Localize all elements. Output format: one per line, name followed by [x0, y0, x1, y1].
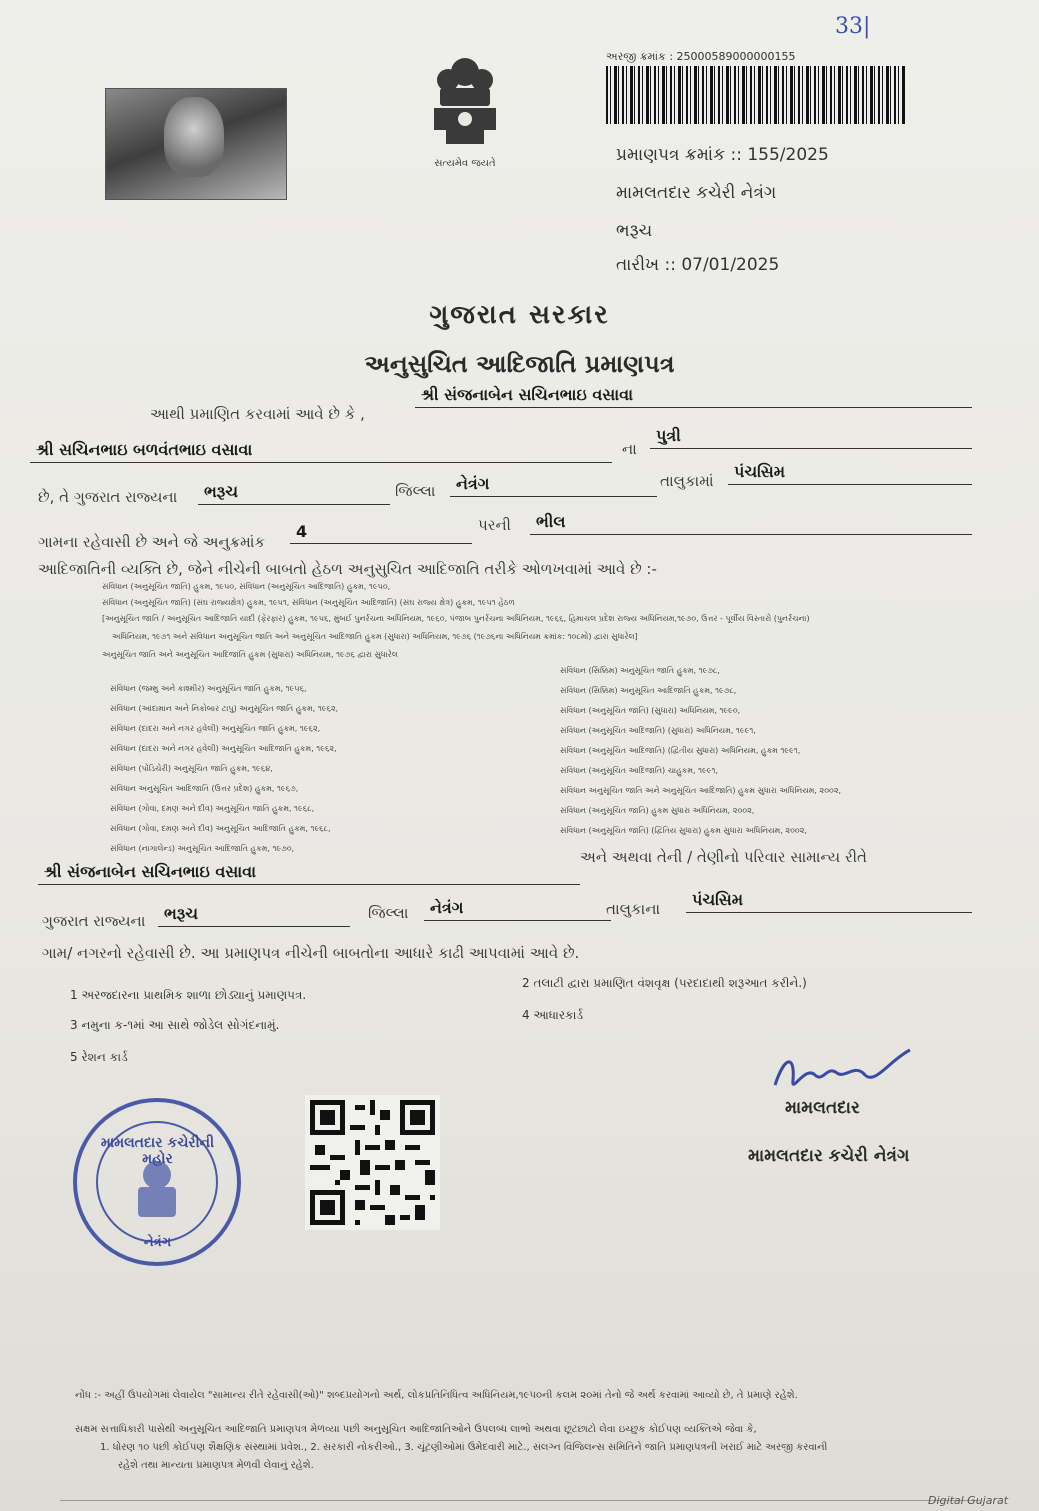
- signature-icon: [765, 1045, 915, 1105]
- order-item: સંવિધાન (અનુસૂચિત આદિજાતિ) (દ્વિતીય સુધારા) અધિનિયમ, હુકમ ૧૯૯૧,: [560, 746, 801, 755]
- village-value-2: પંચસિમ: [686, 890, 972, 913]
- order-line: અનુસૂચિત જાતિ અને અનુસૂચિત આદિજાતિ હુકમ (સુધારા) અધિનિયમ, ૧૯૭૬ દ્વારા સુધારેલ: [102, 650, 398, 659]
- tribe-name: ભીલ: [530, 512, 972, 535]
- certify-label: આથી પ્રમાણિત કરવામાં આવે છે કે ,: [150, 405, 365, 423]
- taluka-label: તાલુકામાં: [660, 472, 714, 490]
- order-item: સંવિધાન (આંદામાન અને નિકોબાર ટાપુ) અનુસૂચિત જાતિ હુકમ, ૧૯૬૨,: [110, 704, 339, 713]
- qr-code-icon: [305, 1095, 440, 1230]
- application-number: અરજી ક્રમાંક : 25000589000000155: [606, 50, 796, 63]
- of-label: ના: [622, 440, 637, 458]
- document-item: 2 તલાટી દ્વારા પ્રમાણિત વંશવૃક્ષ (પરદાદાથી શરૂઆત કરીને.): [522, 976, 807, 990]
- document-item: 5 રેશન કાર્ડ: [70, 1050, 128, 1064]
- district-label: જિલ્લા: [395, 482, 436, 500]
- order-item: સંવિધાન (પોંડિચેરી) અનુસૂચિત જાતિ હુકમ, ૧૯૬૪,: [110, 764, 273, 773]
- issuing-district: ભરૂચ: [616, 221, 653, 241]
- order-item: સંવિધાન (જમ્મુ અને કાશ્મીર) અનુસૂચિત જાતિ હુકમ, ૧૯૫૬,: [110, 684, 307, 693]
- order-item: સંવિધાન (અનુસૂચિત આદિજાતિ) (સુધારા) અધિનિયમ, ૧૯૯૧,: [560, 726, 756, 735]
- emblem-motto: સત્યમેવ જયતે: [434, 158, 496, 169]
- order-item: સંવિધાન (અનુસૂચિત જાતિ) (દ્વિતિય સુધારા) હુકમ સુધારા અધિનિયમ, ૨૦૦૨,: [560, 826, 807, 835]
- basis-statement: ગામ/ નગરનો રહેવાસી છે. આ પ્રમાણપત્ર નીચેની બાબતોના આધારે કાઢી આપવામાં આવે છે.: [42, 944, 580, 962]
- order-item: સંવિધાન (દાદરા અને નગર હવેલી) અનુસૂચિત આદિજાતિ હુકમ, ૧૯૬૨,: [110, 744, 337, 753]
- office-seal: [70, 1095, 245, 1270]
- order-item: સંવિધાન (દાદરા અને નગર હવેલી) અનુસૂચિત જાતિ હુકમ, ૧૯૬૨,: [110, 724, 321, 733]
- document-subtitle: અનુસુચિત આદિજાતિ પ્રમાણપત્ર: [364, 350, 675, 378]
- signatory-title: મામલતદાર: [785, 1098, 860, 1118]
- order-line: સંવિધાન (અનુસૂચિત જાતિ) (સંઘ રાજ્યક્ષેત્ર) હુકમ, ૧૯૫૧, સંવિધાન (અનુસૂચિત આદિજાતિ) (સંઘ રાજ્ય ક્ષેત્ર) હુકમ, ૧૯૫૧ હેઠળ: [102, 598, 515, 607]
- order-line: અધિનિયમ, ૧૯૭૧ અને સંવિધાન અનુસૂચિત જાતિ અને અનુસૂચિત આદિજાતિ હુકમ (સુધારા) અધિનિયમ, ૧૯૭૬ (૧૯૭૬ના અધિનિયમ ક્રમાંક: ૧૦૮મો) દ્વારા સુધારેલ]: [112, 632, 638, 641]
- order-item: સંવિધાન (ગોવા, દમણ અને દીવ) અનુસૂચિત આદિજાતિ હુકમ, ૧૯૬૮,: [110, 824, 331, 833]
- note-line: સક્ષમ સત્તાધિકારી પાસેથી અનુસૂચિત આદિજાતિ પ્રમાણપત્ર મેળવ્યા પછી અનુસૂચિત આદિજાતિઓને ઉપલબ્ધ લાભો અથવા છૂટછાટો લેવા ઇચ્છુક કોઈપણ વ્યક્તિએ જેવા કે,: [75, 1424, 757, 1435]
- issuing-office: મામલતદાર કચેરી નેત્રંગ: [616, 183, 777, 203]
- issue-date: તારીખ :: 07/01/2025: [616, 255, 780, 275]
- taluka-label-2: તાલુકાના: [606, 900, 661, 918]
- order-item: સંવિધાન (સિક્કિમ) અનુસૂચિત આદિજાતિ હુકમ, ૧૯૭૮,: [560, 686, 737, 695]
- footer-rule: [60, 1500, 980, 1501]
- orders-right-column: [560, 666, 841, 846]
- order-item: સંવિધાન (અનુસૂચિત આદિજાતિ) ચાહુકમ, ૧૯૯૧,: [560, 766, 718, 775]
- orders-left-column: [110, 684, 338, 864]
- seal-place: નેત્રંગ: [143, 1235, 172, 1250]
- order-line: સંવિધાન (અનુસૂચિત જાતિ) હુકમ, ૧૯૫૦, સંવિધાન (અનુસૂચિત આદિજાતિ) હુકમ, ૧૯૫૦,: [102, 582, 391, 591]
- certificate-number: પ્રમાણપત્ર ક્રમાંક :: 155/2025: [616, 145, 829, 165]
- taluka-district-value-2: નેત્રંગ: [424, 898, 611, 921]
- seal-text: મામલતદાર કચેરીની મહોર: [100, 1135, 215, 1167]
- applicant-photo: [105, 88, 287, 200]
- document-item: 4 આધારકાર્ડ: [522, 1008, 584, 1022]
- document-item: 1 અરજદારના પ્રાથમિક શાળા છોડ્યાનું પ્રમાણપત્ર.: [70, 988, 307, 1002]
- order-line: [અનુસૂચિત જાતિ / અનુસૂચિત આદિજાતિ યાદી (ફેરફાર) હુકમ, ૧૯૫૬, મુંબઈ પુનર્રચના અધિનિયમ, ૧૯૬૦, પંજાબ પુનર્રચના અધિનિયમ, ૧૯૬૬, હિમાચલ પ્રદેશ રાજ્ય અધિનિયમ,૧૯૭૦, ઉત્તર - પૂર્વીય વિસ્તારો (પુનર્રચના): [102, 614, 810, 623]
- order-item: સંવિધાન (અનુસૂચિત જાતિ) હુકમ સુધારા અધિનિયમ, ૨૦૦૨,: [560, 806, 755, 815]
- state-label: છે, તે ગુજરાત રાજ્યના: [38, 488, 178, 506]
- order-item: સંવિધાન (અનુસૂચિત જાતિ) (સુધારા) અધિનિયમ, ૧૯૯૦,: [560, 706, 741, 715]
- document-item: 3 નમુના ક-૧માં આ સાથે જોડેલ સોગંદનામું.: [70, 1018, 280, 1032]
- order-item: સંવિધાન (ગોવા, દમણ અને દીવ) અનુસૂચિત જાતિ હુકમ, ૧૯૬૮,: [110, 804, 315, 813]
- resident-label: ગામના રહેવાસી છે અને જે અનુક્રમાંક: [38, 533, 266, 551]
- signatory-office: મામલતદાર કચેરી નેત્રંગ: [748, 1146, 910, 1166]
- order-item: સંવિધાન અનુસૂચિત જાતિ અને અનુસૂચિત આદિજાતિ) હુકમ સુધારા અધિનિયમ, ૨૦૦૨,: [560, 786, 842, 795]
- applicant-name-repeat: શ્રી સંજનાબેન સચિનભાઇ વસાવા: [38, 862, 580, 885]
- barcode: [606, 66, 906, 124]
- note-line: 1. ધોરણ ૧૦ પછી કોઈપણ શૈક્ષણિક સંસ્થામાં પ્રવેશ., 2. સરકારી નોકરીઓ., 3. ચૂંટણીઓમાં ઉમેદવારી માટે., સંલગ્ન વિજિલન્સ સમિતિને જાતિ પ્રમાણપત્રની ખરાઈ માટે અરજી કરવાની: [100, 1442, 828, 1453]
- district-label-2: જિલ્લા: [368, 904, 409, 922]
- order-item: સંવિધાન (સિક્કિમ) અનુસૂચિત જાતિ હુકમ, ૧૯૭૮,: [560, 666, 720, 675]
- footer-brand: Digital Gujarat: [928, 1494, 1009, 1507]
- serial-number: 4: [290, 522, 472, 544]
- relation: પુત્રી: [650, 426, 972, 449]
- parent-name: શ્રી સચિનભાઇ બળવંતભાઇ વસાવા: [30, 440, 612, 463]
- village-value: પંચસિમ: [728, 462, 972, 485]
- order-item: સંવિધાન અનુસૂચિત આદિજાતિ (ઉત્તર પ્રદેશ) હુકમ, ૧૯૬૭,: [110, 784, 299, 793]
- state-label-2: ગુજરાત રાજ્યના: [42, 912, 146, 930]
- handwritten-page-mark: 33|: [835, 14, 871, 39]
- national-emblem-icon: [420, 50, 510, 150]
- note-line: રહેશે તથા માન્યતા પ્રમાણપત્ર મેળવી લેવાનું રહેશે.: [118, 1460, 314, 1471]
- document-title: ગુજરાત સરકાર: [429, 300, 610, 330]
- taluka-district-value: નેત્રંગ: [450, 474, 657, 497]
- district-value: ભરૂચ: [198, 482, 390, 505]
- district-value-2: ભરૂચ: [158, 904, 350, 927]
- applicant-name: શ્રી સંજનાબેન સચિનભાઇ વસાવા: [415, 385, 972, 408]
- family-label: અને અથવા તેની / તેણીનો પરિવાર સામાન્ય રીતે: [580, 848, 867, 866]
- order-item: સંવિધાન (નાગાલેન્ડ) અનુસૂચિત આદિજાતિ હુકમ, ૧૯૭૦,: [110, 844, 295, 853]
- note-line: નોંધ :- અહીં ઉપયોગમાં લેવાયેલ "સામાન્ય રીતે રહેવાસી(ઓ)" શબ્દપ્રયોગનો અર્થ, લોકપ્રતિનિધિત્વ અધિનિયમ,૧૯૫૦ની કલમ ૨૦માં તેનો જે અર્થ કરવામાં આવ્યો છે, તે પ્રમાણે રહેશે.: [75, 1390, 798, 1401]
- recognition-statement: આદિજાતિની વ્યક્તિ છે, જેને નીચેની બાબતો હેઠળ અનુસુચિત આદિજાતિ તરીકે ઓળખવામાં આવે છે :-: [38, 560, 657, 578]
- on-label: પરની: [478, 516, 511, 534]
